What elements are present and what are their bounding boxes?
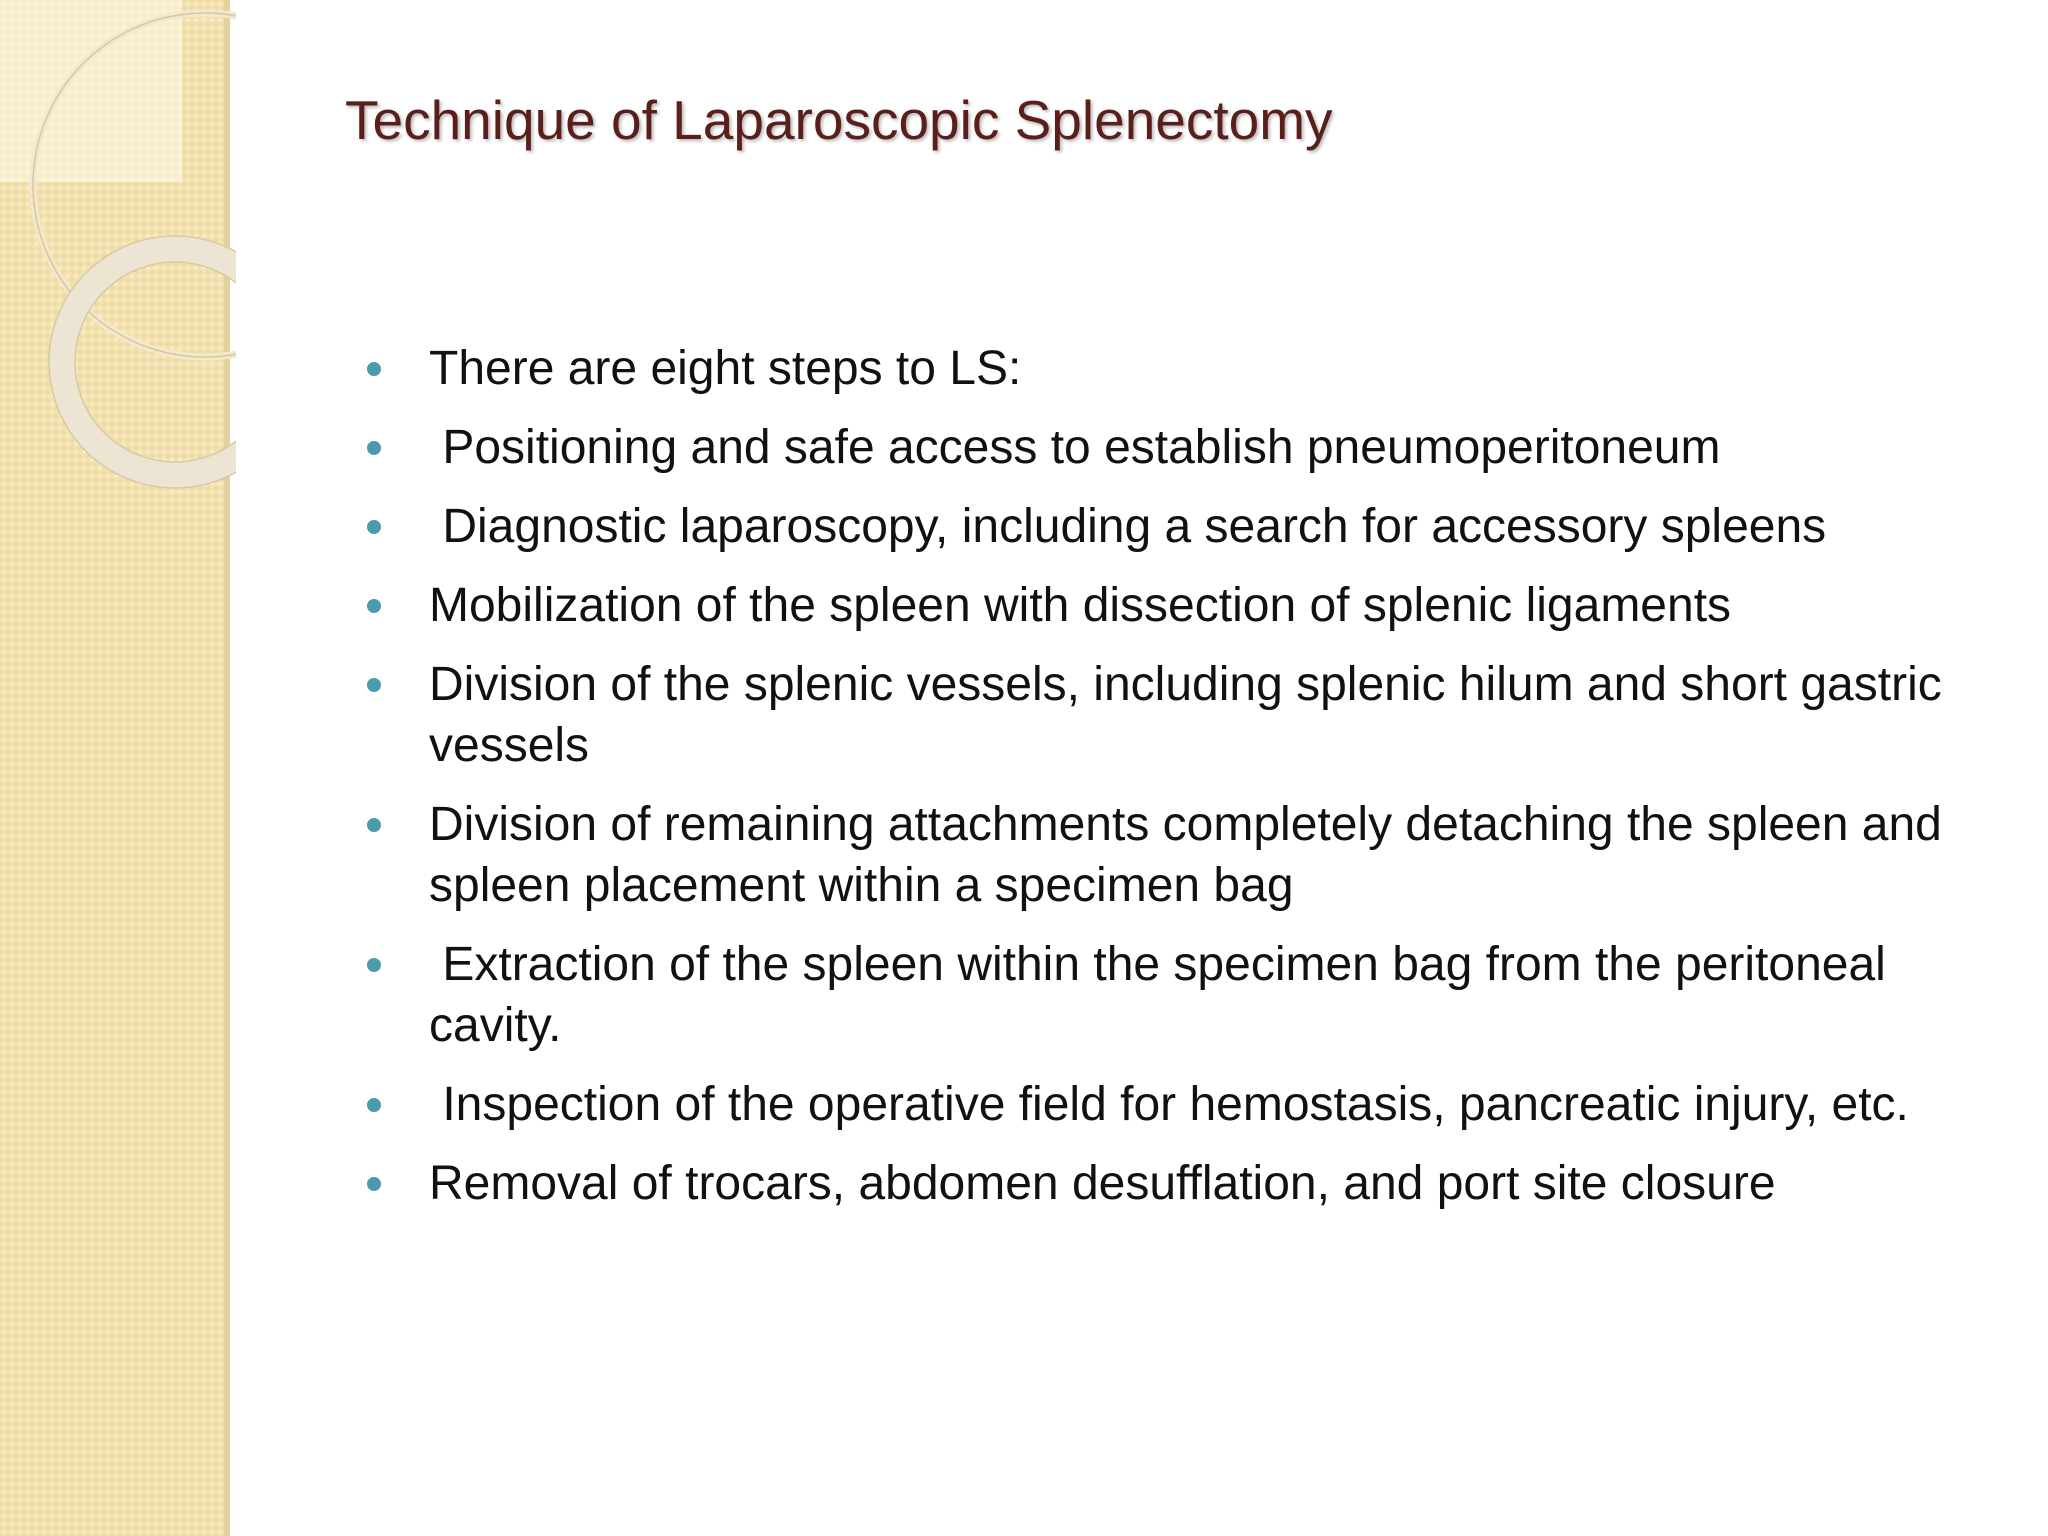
list-item [360,654,2000,776]
bullet-list [360,338,2000,1232]
bullet-text: Division of remaining attachments completely detaching the spleen and spleen placement within a specimen bag [429,798,1956,912]
bullet-dot-icon [367,599,381,613]
bullet-dot-icon [367,362,381,376]
list-item [360,934,2000,1056]
slide-title: Technique of Laparoscopic Splenectomy [345,89,1333,151]
bullet-dot-icon [367,1098,381,1112]
bullet-dot-icon [367,818,381,832]
list-item [360,1153,2000,1214]
list-item [360,575,2000,636]
list-item [360,1074,2000,1135]
bullet-text: Extraction of the spleen within the specimen bag from the peritoneal cavity. [429,938,1900,1052]
bullet-text: Division of the splenic vessels, including splenic hilum and short gastric vessels [429,658,1956,772]
bullet-dot-icon [367,1177,381,1191]
bullet-text: Removal of trocars, abdomen desufflation, and port site closure [429,1157,1776,1210]
bullet-text: Positioning and safe access to establish pneumoperitoneum [429,421,1721,474]
bullet-dot-icon [367,441,381,455]
bullet-text: Mobilization of the spleen with dissection of splenic ligaments [429,579,1732,632]
bullet-text: Diagnostic laparoscopy, including a search for accessory spleens [429,500,1827,553]
list-item [360,794,2000,916]
bullet-dot-icon [367,678,381,692]
decorative-rings-graphic [0,0,236,520]
bullet-dot-icon [367,520,381,534]
bullet-dot-icon [367,958,381,972]
list-item [360,417,2000,478]
bullet-text: There are eight steps to LS: [429,342,1022,395]
list-item [360,496,2000,557]
bullet-text: Inspection of the operative field for hemostasis, pancreatic injury, etc. [429,1078,1909,1131]
list-item [360,338,2000,399]
